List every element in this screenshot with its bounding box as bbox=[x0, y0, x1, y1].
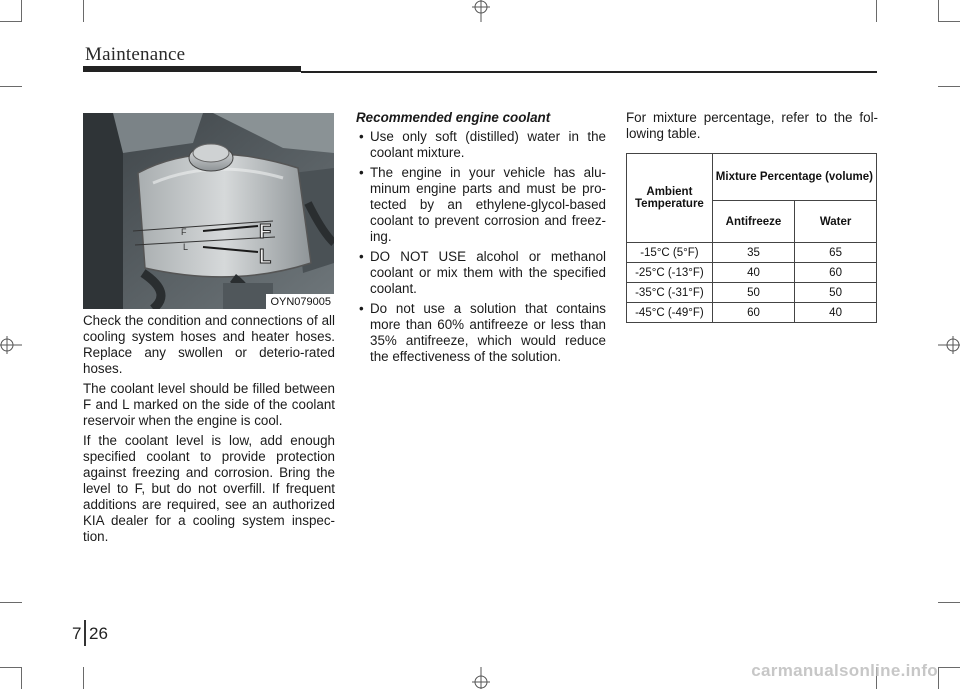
crop-mark bbox=[0, 667, 22, 668]
tank-f-embossed: F bbox=[181, 227, 187, 237]
list-item bbox=[356, 249, 606, 297]
crop-mark bbox=[938, 0, 939, 22]
crop-mark bbox=[83, 0, 84, 22]
crop-mark bbox=[0, 86, 22, 87]
crop-mark bbox=[876, 0, 877, 22]
table-row bbox=[627, 243, 877, 263]
registration-mark-top bbox=[469, 0, 493, 22]
header-ambient-temperature: Ambient Temperature bbox=[627, 154, 713, 243]
crop-mark bbox=[938, 602, 960, 603]
column-2 bbox=[356, 110, 606, 369]
registration-mark-right bbox=[938, 333, 960, 357]
header-mixture-percentage: Mixture Percentage (volume) bbox=[712, 154, 876, 201]
cell-water: 40 bbox=[795, 303, 877, 323]
watermark: carmanualsonline.info bbox=[751, 661, 938, 680]
list-item-text: DO NOT USE alcohol or methanol coolant or mix them with the specified coolant. bbox=[370, 249, 606, 296]
registration-mark-bottom bbox=[469, 667, 493, 689]
cell-antifreeze: 60 bbox=[712, 303, 794, 323]
engine-bay-illustration bbox=[83, 113, 334, 309]
figure-code: OYN079005 bbox=[266, 294, 334, 309]
crop-mark bbox=[0, 21, 22, 22]
bullet-dot-icon: • bbox=[359, 301, 364, 316]
coolant-reservoir-photo bbox=[83, 113, 334, 309]
bullet-dot-icon: • bbox=[359, 129, 364, 144]
crop-mark bbox=[21, 667, 22, 689]
page-number: 26 bbox=[89, 624, 108, 643]
crop-mark bbox=[0, 602, 22, 603]
column-3 bbox=[626, 110, 878, 146]
cell-water: 60 bbox=[795, 263, 877, 283]
cell-temperature: -35°C (-31°F) bbox=[627, 283, 713, 303]
column-1 bbox=[83, 313, 335, 549]
table-row bbox=[627, 283, 877, 303]
paragraph-coolant-level: The coolant level should be filled between F and L marked on the side of the coolant reservoir when the engine is cool. bbox=[83, 381, 335, 428]
list-item-text: The engine in your vehicle has alu-minum engine parts and must be pro-tected by an ethylene-glycol-based coolant to prevent corrosion and freez-ing. bbox=[370, 165, 606, 244]
bullet-dot-icon: • bbox=[359, 165, 364, 180]
full-mark-label: F bbox=[259, 221, 272, 243]
bullet-dot-icon: • bbox=[359, 249, 364, 264]
section-title: Maintenance bbox=[85, 44, 186, 65]
crop-mark bbox=[938, 21, 960, 22]
crop-mark bbox=[83, 667, 84, 689]
cell-antifreeze: 40 bbox=[712, 263, 794, 283]
table-row bbox=[627, 263, 877, 283]
cell-temperature: -45°C (-49°F) bbox=[627, 303, 713, 323]
header-antifreeze: Antifreeze bbox=[712, 201, 794, 243]
paragraph-add-coolant: If the coolant level is low, add enough specified coolant to provide protection against freezing and corrosion. Bring the level to F, but do not overfill. If frequent additions are required, see an authorized KIA dealer for a cooling system inspec-tion. bbox=[83, 433, 335, 544]
cell-temperature: -25°C (-13°F) bbox=[627, 263, 713, 283]
crop-mark bbox=[938, 667, 960, 668]
mixture-table bbox=[626, 153, 877, 323]
crop-mark bbox=[938, 86, 960, 87]
cell-antifreeze: 50 bbox=[712, 283, 794, 303]
list-item bbox=[356, 301, 606, 365]
low-mark-label: L bbox=[259, 246, 272, 268]
header-rule-thin bbox=[301, 71, 877, 73]
list-item-text: Do not use a solution that contains more than 60% antifreeze or less than 35% antifreeze, which would reduce the effectiveness of the solution. bbox=[370, 301, 606, 364]
cell-temperature: -15°C (5°F) bbox=[627, 243, 713, 263]
cell-antifreeze: 35 bbox=[712, 243, 794, 263]
header-rule-thick bbox=[83, 66, 301, 72]
tank-l-embossed: L bbox=[183, 242, 189, 252]
coolant-bullet-list bbox=[356, 129, 606, 365]
registration-mark-left bbox=[0, 333, 22, 357]
list-item-text: Use only soft (distilled) water in the coolant mixture. bbox=[370, 129, 606, 160]
subheading-recommended-coolant: Recommended engine coolant bbox=[356, 110, 551, 125]
list-item bbox=[356, 165, 606, 245]
list-item bbox=[356, 129, 606, 161]
cell-water: 50 bbox=[795, 283, 877, 303]
crop-mark bbox=[21, 0, 22, 22]
chapter-number: 7 bbox=[72, 624, 82, 643]
table-intro: For mixture percentage, refer to the fol-lowing table. bbox=[626, 110, 878, 141]
table-row bbox=[627, 303, 877, 323]
paragraph-hose-check: Check the condition and connections of all cooling system hoses and heater hoses. Replace any swollen or deterio-rated hoses. bbox=[83, 313, 335, 376]
page-number-divider bbox=[84, 620, 86, 646]
cell-water: 65 bbox=[795, 243, 877, 263]
header-water: Water bbox=[795, 201, 877, 243]
crop-mark bbox=[938, 667, 939, 689]
